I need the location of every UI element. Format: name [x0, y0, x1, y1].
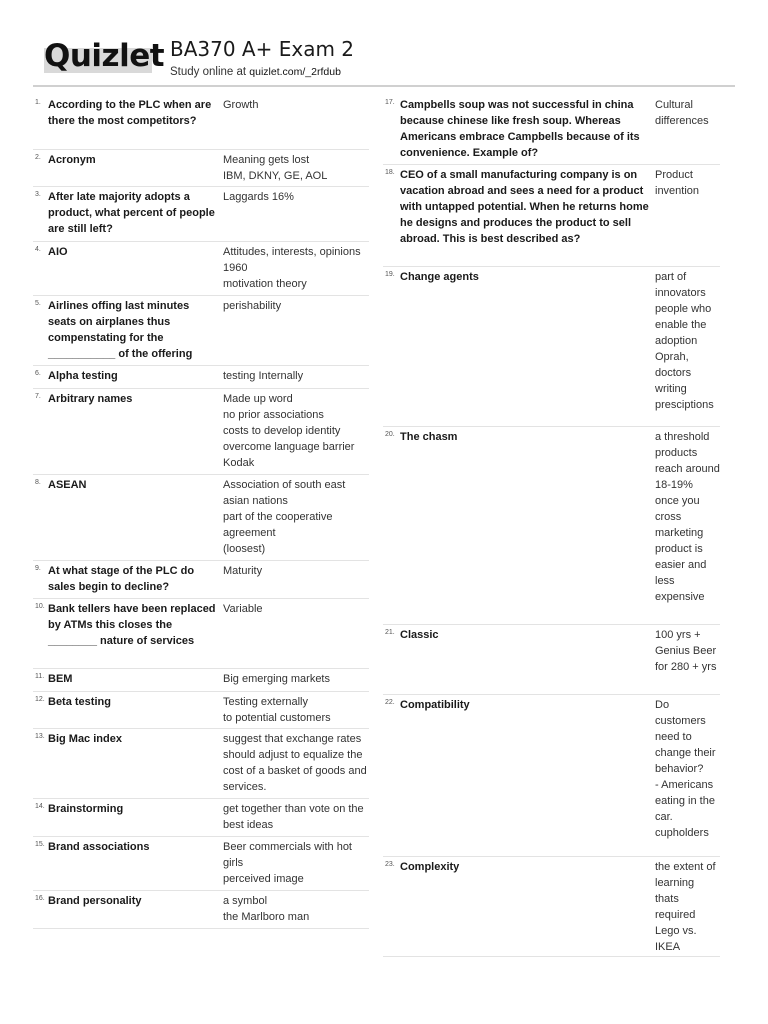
card-number: 6.: [35, 370, 41, 377]
subtitle-url[interactable]: quizlet.com/_2rfdub: [249, 66, 341, 78]
card-term: Beta testing: [48, 696, 111, 708]
flashcard-row: [383, 625, 720, 695]
card-number: 9.: [35, 565, 41, 572]
card-definition: Beer commercials with hot girls perceived image: [223, 841, 352, 885]
card-definition: Made up word no prior associations costs to develop identity overcome language barrier Kodak: [223, 393, 355, 469]
flashcard-row: [33, 837, 369, 891]
card-term: Brand personality: [48, 895, 142, 907]
card-definition: perishability: [223, 300, 282, 312]
flashcard-row: [383, 427, 720, 625]
flashcard-row: [33, 799, 369, 837]
card-definition: part of innovators people who enable the adoption Oprah, doctors writing presciptions: [655, 271, 714, 411]
flashcard-row: [383, 95, 720, 165]
flashcard-row: [33, 475, 369, 561]
card-term: At what stage of the PLC do sales begin to decline?: [48, 565, 195, 593]
card-definition: Growth: [223, 99, 259, 111]
flashcard-row: [383, 695, 720, 857]
page-subtitle: [170, 66, 341, 78]
flashcard-row: [33, 389, 369, 475]
card-term: AIO: [48, 246, 68, 258]
card-definition: Association of south east asian nations part of the cooperative agreement (loosest): [223, 479, 346, 555]
card-term: Campbells soup was not successful in china because chinese like fresh soup. Whereas Americans embrace Campbells because of its convenience. Example of?: [400, 99, 640, 159]
flashcard-row: [33, 669, 369, 692]
header-divider: [33, 85, 735, 87]
card-term: ASEAN: [48, 479, 87, 491]
card-term: Airlines offing last minutes seats on airplanes thus compenstating for the ___________ of the offering: [48, 300, 193, 360]
flashcard-row: [33, 150, 369, 187]
card-number: 7.: [35, 393, 41, 400]
flashcard-row: [33, 891, 369, 929]
card-number: 5.: [35, 300, 41, 307]
card-term: Complexity: [400, 861, 460, 873]
card-number: 12.: [35, 696, 45, 703]
card-definition: a threshold products reach around 18-19% once you cross marketing product is easier and less expensive: [655, 431, 720, 603]
card-definition: a symbol the Marlboro man: [223, 895, 310, 923]
flashcard-row: [33, 242, 369, 296]
card-definition: 100 yrs + Genius Beer for 280 + yrs: [655, 629, 717, 673]
card-definition: Laggards 16%: [223, 191, 294, 203]
card-term: Compatibility: [400, 699, 470, 711]
card-term: According to the PLC when are there the most competitors?: [48, 99, 212, 127]
card-definition: Big emerging markets: [223, 673, 330, 685]
card-definition: Product invention: [655, 169, 700, 197]
flashcard-row: [33, 366, 369, 389]
card-definition: get together than vote on the best ideas: [223, 803, 364, 831]
card-number: 8.: [35, 479, 41, 486]
card-term: Brand associations: [48, 841, 150, 853]
card-term: BEM: [48, 673, 73, 685]
card-definition: Variable: [223, 603, 263, 615]
card-term: The chasm: [400, 431, 458, 443]
page-title: BA370 A+ Exam 2: [170, 37, 355, 61]
card-number: 21.: [385, 629, 395, 636]
flashcard-row: [33, 95, 369, 150]
card-column-left: [33, 95, 369, 929]
card-number: 14.: [35, 803, 45, 810]
card-definition: the extent of learning thats required Lego vs. IKEA: [655, 861, 716, 953]
quizlet-logo: Quizlet: [44, 38, 165, 74]
flashcard-row: [383, 267, 720, 427]
card-number: 2.: [35, 154, 41, 161]
flashcard-row: [383, 857, 720, 957]
card-number: 13.: [35, 733, 45, 740]
card-term: After late majority adopts a product, what percent of people are still left?: [48, 191, 215, 235]
card-number: 16.: [35, 895, 45, 902]
subtitle-prefix: Study online at: [170, 66, 250, 78]
flashcard-row: [33, 729, 369, 799]
card-number: 17.: [385, 99, 395, 106]
card-number: 22.: [385, 699, 395, 706]
flashcard-row: [33, 187, 369, 242]
card-term: Bank tellers have been replaced by ATMs this closes the ________ nature of services: [48, 603, 216, 647]
card-definition: testing Internally: [223, 370, 304, 382]
card-number: 15.: [35, 841, 45, 848]
card-term: Big Mac index: [48, 733, 122, 745]
card-definition: suggest that exchange rates should adjust to equalize the cost of a basket of goods and services.: [223, 733, 367, 793]
card-column-right: [383, 95, 720, 957]
card-definition: Testing externally to potential customers: [223, 696, 331, 724]
card-number: 4.: [35, 246, 41, 253]
card-term: Arbitrary names: [48, 393, 133, 405]
flashcard-row: [33, 692, 369, 729]
flashcard-row: [33, 599, 369, 669]
card-number: 18.: [385, 169, 395, 176]
card-number: 23.: [385, 861, 395, 868]
card-number: 10.: [35, 603, 45, 610]
flashcard-row: [383, 165, 720, 267]
card-term: Brainstorming: [48, 803, 124, 815]
card-definition: Attitudes, interests, opinions 1960 motivation theory: [223, 246, 361, 290]
card-number: 20.: [385, 431, 395, 438]
card-definition: Meaning gets lost IBM, DKNY, GE, AOL: [223, 154, 328, 182]
card-term: Acronym: [48, 154, 96, 166]
card-term: Alpha testing: [48, 370, 118, 382]
flashcard-row: [33, 296, 369, 366]
card-term: Change agents: [400, 271, 479, 283]
card-definition: Cultural differences: [655, 99, 709, 127]
card-number: 1.: [35, 99, 41, 106]
card-term: CEO of a small manufacturing company is on vacation abroad and sees a need for a product with untapped potential. When he returns home he designs and produces the product to sell abroad. This is best described as?: [400, 169, 649, 245]
flashcard-row: [33, 561, 369, 599]
card-number: 3.: [35, 191, 41, 198]
page-header: [0, 0, 768, 86]
card-definition: Maturity: [223, 565, 263, 577]
card-number: 11.: [35, 673, 45, 680]
card-number: 19.: [385, 271, 395, 278]
card-term: Classic: [400, 629, 439, 641]
card-definition: Do customers need to change their behavior? - Americans eating in the car. cupholders: [655, 699, 716, 839]
